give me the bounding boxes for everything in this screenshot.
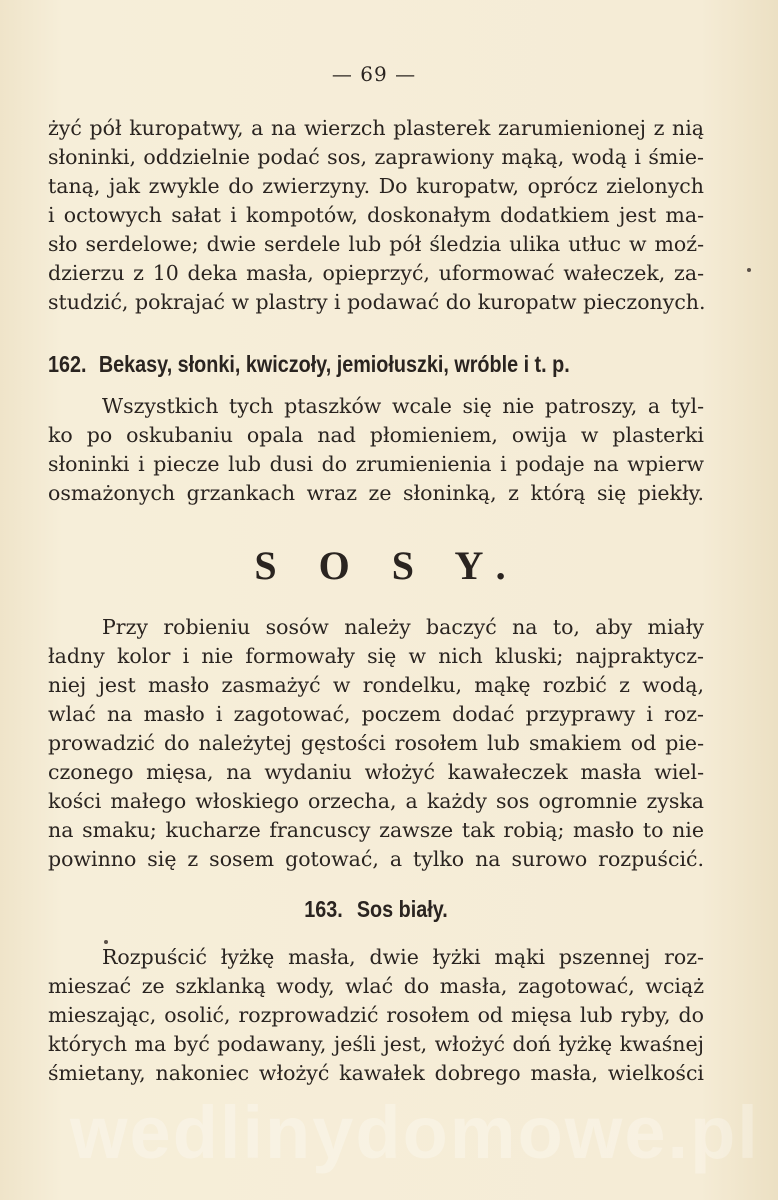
text-line: których ma być podawany, jeśli jest, włożyć doń łyżkę kwaśnej — [48, 1032, 704, 1056]
paragraph-sauces-intro — [48, 613, 704, 874]
print-speck — [747, 268, 751, 272]
section-title-sauces: S O S Y. — [254, 543, 522, 588]
text-line: mieszając, osolić, rozprowadzić rosołem od mięsa lub ryby, do — [48, 1003, 704, 1027]
text-line: żyć pół kuropatwy, a na wierzch plasterek zarumienionej z nią — [48, 116, 704, 140]
text-line: studzić, pokrajać w plastry i podawać do kuropatw pieczonych. — [48, 290, 706, 314]
paragraph-recipe-162 — [48, 392, 704, 508]
recipe-heading-162 — [48, 351, 704, 378]
print-speck — [104, 940, 108, 944]
text-line: słoninki i piecze lub dusi do zrumienienia i podaje na wpierw — [48, 452, 704, 476]
text-line: powinno się z sosem gotować, a tylko na surowo rozpuścić. — [48, 847, 704, 871]
watermark-text: wedlinydomowe.pl — [70, 1091, 760, 1174]
text-line: wlać na masło i zagotować, poczem dodać przyprawy i roz- — [48, 702, 704, 726]
page-number: — 69 — — [331, 62, 417, 86]
recipe-number: 162. — [48, 351, 87, 377]
page-content — [48, 114, 704, 1088]
text-line: sło serdelowe; dwie serdele lub pół śledzia ulika utłuc w moź- — [48, 232, 704, 256]
text-line: czonego mięsa, na wydaniu włożyć kawałeczek masła wiel- — [48, 760, 704, 784]
recipe-title: Bekasy, słonki, kwiczoły, jemiołuszki, wróble i t. p. — [98, 351, 570, 377]
text-line: mieszać ze szklanką wody, wlać do masła, zagotować, wciąż — [48, 974, 704, 998]
paragraph-partridge-continuation — [48, 114, 704, 317]
text-line: kości małego włoskiego orzecha, a każdy sos ogromnie zyska — [48, 789, 704, 813]
recipe-number: 163. — [304, 896, 343, 922]
text-line: śmietany, nakoniec włożyć kawałek dobrego masła, wielkości — [48, 1061, 704, 1085]
text-line: ko po oskubaniu opala nad płomieniem, owija w plasterki — [48, 423, 704, 447]
text-line: słoninki, oddzielnie podać sos, zaprawiony mąką, wodą i śmie- — [48, 145, 704, 169]
text-line: dzierzu z 10 deka masła, opieprzyć, uformować wałeczek, za- — [48, 261, 704, 285]
text-line: ładny kolor i nie formowały się w nich kluski; najpraktycz- — [48, 644, 704, 668]
text-line: taną, jak zwykle do zwierzyny. Do kuropatw, oprócz zielonych — [48, 174, 704, 198]
text-line: Rozpuścić łyżkę masła, dwie łyżki mąki pszennej roz- — [102, 945, 704, 969]
text-line: niej jest masło zasmażyć w rondelku, mąkę rozbić z wodą, — [48, 673, 704, 697]
recipe-heading-163 — [94, 896, 658, 923]
text-line: na smaku; kucharze francuscy zawsze tak robią; masło to nie — [48, 818, 704, 842]
text-line: prowadzić do należytej gęstości rosołem lub smakiem od pie- — [48, 731, 704, 755]
paragraph-recipe-163 — [48, 943, 704, 1088]
text-line: i octowych sałat i kompotów, doskonałym dodatkiem jest ma- — [48, 203, 704, 227]
text-line: Wszystkich tych ptaszków wcale się nie patroszy, a tyl- — [102, 394, 704, 418]
recipe-title: Sos biały. — [356, 896, 448, 922]
text-line: Przy robieniu sosów należy baczyć na to, aby miały — [102, 615, 704, 639]
text-line: osmażonych grzankach wraz ze słoninką, z którą się piekły. — [48, 481, 704, 505]
